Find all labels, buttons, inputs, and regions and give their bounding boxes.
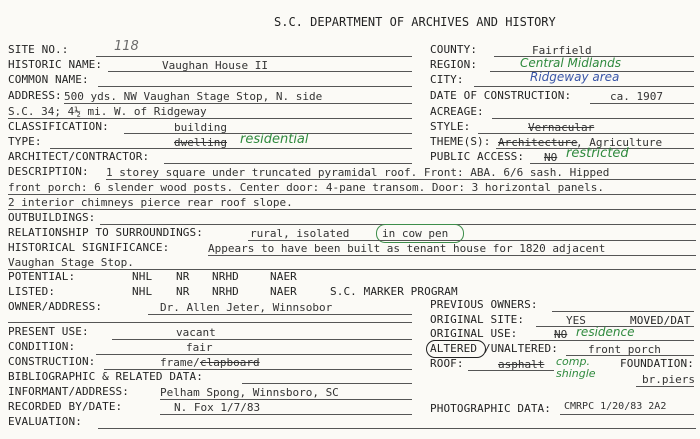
description-line1-rule <box>106 179 696 180</box>
owner-line <box>148 314 412 315</box>
informant-label: INFORMANT/ADDRESS: <box>8 385 130 398</box>
owner-second-line <box>8 322 412 323</box>
recorded-value: N. Fox 1/7/83 <box>174 401 261 414</box>
historic-name-value: Vaughan House II <box>162 59 268 72</box>
outbuildings-label: OUTBUILDINGS: <box>8 211 96 224</box>
roof-struck-value: asphalt <box>498 358 545 371</box>
date-construction-line <box>590 103 694 104</box>
site-no-line <box>96 56 412 57</box>
themes-label: THEME(S): <box>430 135 491 148</box>
significance-line1-rule <box>208 255 696 256</box>
region-value: Central Midlands <box>520 56 621 70</box>
relationship-label: RELATIONSHIP TO SURROUNDINGS: <box>8 226 203 239</box>
foundation-line <box>636 386 694 387</box>
listed-label: LISTED: <box>8 285 56 298</box>
type-label: TYPE: <box>8 135 42 148</box>
description-line3: 2 interior chimneys pierce rear roof slope. <box>8 196 293 209</box>
common-name-label: COMMON NAME: <box>8 73 89 86</box>
potential-option-naer: NAER <box>270 270 297 283</box>
description-line2-rule <box>8 194 696 195</box>
significance-line1: Appears to have been built as tenant house for 1820 adjacent <box>208 242 606 255</box>
county-label: COUNTY: <box>430 43 478 56</box>
card-header: S.C. DEPARTMENT OF ARCHIVES AND HISTORY <box>274 15 556 29</box>
previous-owners-label: PREVIOUS OWNERS: <box>430 298 538 311</box>
altered-value: front porch <box>588 343 661 356</box>
acreage-label: ACREAGE: <box>430 105 484 118</box>
roof-handwritten-1: comp. <box>556 355 590 368</box>
recorded-line <box>160 414 412 415</box>
city-line <box>474 86 694 87</box>
date-construction-label: DATE OF CONSTRUCTION: <box>430 89 572 102</box>
condition-line <box>96 354 412 355</box>
architect-line <box>164 163 412 164</box>
evaluation-label: EVALUATION: <box>8 415 82 428</box>
evaluation-line <box>98 428 696 429</box>
photographic-value: CMRPC 1/20/83 2A2 <box>564 401 667 412</box>
informant-line <box>160 399 412 400</box>
present-use-value: vacant <box>176 326 216 339</box>
owner-value: Dr. Allen Jeter, Winnsobor <box>160 301 333 314</box>
significance-label: HISTORICAL SIGNIFICANCE: <box>8 241 170 254</box>
foundation-value: br.piers <box>642 373 695 386</box>
listed-option-nrhd: NRHD <box>212 285 239 298</box>
condition-label: CONDITION: <box>8 340 76 353</box>
significance-line2: Vaughan Stage Stop. <box>8 256 134 269</box>
photographic-line <box>560 414 694 415</box>
present-use-line <box>112 339 412 340</box>
description-line3-rule <box>8 209 696 210</box>
altered-circled-label: ALTERED <box>430 342 478 355</box>
significance-line2-rule <box>8 269 696 270</box>
marker-program-label: S.C. MARKER PROGRAM <box>330 285 458 298</box>
bibliographic-label: BIBLIOGRAPHIC & RELATED DATA: <box>8 370 203 383</box>
listed-option-naer: NAER <box>270 285 297 298</box>
potential-option-nhl: NHL <box>132 270 153 283</box>
description-line2: front porch: 6 slender wood posts. Center door: 4-pane transom. Door: 3 horizontal panels. <box>8 181 605 194</box>
city-label: CITY: <box>430 73 464 86</box>
type-struck-value: dwelling <box>174 136 227 149</box>
style-label: STYLE: <box>430 120 471 133</box>
roof-handwritten-2: shingle <box>556 367 596 380</box>
relationship-circled-value: in cow pen <box>382 227 449 240</box>
county-value: Fairfield <box>532 44 592 57</box>
site-no-value: 118 <box>114 39 139 54</box>
listed-option-nhl: NHL <box>132 285 153 298</box>
description-line1: 1 storey square under truncated pyramidal roof. Front: ABA. 6/6 sash. Hipped <box>106 166 610 179</box>
address-line1-rule <box>64 103 412 104</box>
construction-value: frame/ <box>160 356 200 369</box>
acreage-line <box>492 118 694 119</box>
address-line1: 500 yds. NW Vaughan Stage Stop, N. side <box>64 90 323 103</box>
themes-value: , Agriculture <box>576 136 663 149</box>
public-access-line <box>530 163 694 164</box>
roof-line <box>468 370 554 371</box>
photographic-label: PHOTOGRAPHIC DATA: <box>430 402 552 415</box>
address-label: ADDRESS: <box>8 89 62 102</box>
potential-option-nr: NR <box>176 270 190 283</box>
public-access-struck-value: NO <box>544 151 558 164</box>
classification-label: CLASSIFICATION: <box>8 120 109 133</box>
informant-value: Pelham Spong, Winnsboro, SC <box>160 386 339 399</box>
type-handwritten-value: residential <box>240 132 309 147</box>
original-use-line <box>530 340 694 341</box>
relationship-value: rural, isolated <box>250 227 350 240</box>
original-use-label: ORIGINAL USE: <box>430 327 518 340</box>
present-use-label: PRESENT USE: <box>8 325 89 338</box>
construction-struck-value: clapboard <box>200 356 260 369</box>
style-line <box>478 133 694 134</box>
previous-owners-line <box>552 311 694 312</box>
condition-value: fair <box>186 341 213 354</box>
city-value: Ridgeway area <box>530 70 620 84</box>
bibliographic-line <box>242 383 412 384</box>
unaltered-label: /UNALTERED: <box>484 342 558 355</box>
themes-struck-value: Architecture <box>498 136 578 149</box>
historic-name-label: HISTORIC NAME: <box>8 58 103 71</box>
relationship-line <box>248 240 696 241</box>
original-use-struck-value: NO <box>554 328 568 341</box>
site-no-label: SITE NO.: <box>8 43 69 56</box>
description-label: DESCRIPTION: <box>8 165 89 178</box>
owner-label: OWNER/ADDRESS: <box>8 300 103 313</box>
original-site-label: ORIGINAL SITE: <box>430 313 525 326</box>
moved-date-label: MOVED/DAT <box>630 314 691 327</box>
classification-value: building <box>174 121 227 134</box>
potential-label: POTENTIAL: <box>8 270 76 283</box>
foundation-label: FOUNDATION: <box>620 357 694 370</box>
public-access-label: PUBLIC ACCESS: <box>430 150 525 163</box>
common-name-line <box>98 86 412 87</box>
roof-label: ROOF: <box>430 357 464 370</box>
date-construction-value: ca. 1907 <box>610 90 663 103</box>
architect-label: ARCHITECT/CONTRACTOR: <box>8 150 150 163</box>
style-struck-value: Vernacular <box>528 121 595 134</box>
potential-option-nrhd: NRHD <box>212 270 239 283</box>
original-site-value: YES <box>566 314 586 327</box>
address-line2: S.C. 34; 4½ mi. W. of Ridgeway <box>8 105 207 118</box>
original-use-handwritten-value: residence <box>576 325 635 339</box>
listed-option-nr: NR <box>176 285 190 298</box>
region-label: REGION: <box>430 58 478 71</box>
recorded-label: RECORDED BY/DATE: <box>8 400 123 413</box>
type-line <box>50 148 412 149</box>
construction-label: CONSTRUCTION: <box>8 355 96 368</box>
address-line2-rule <box>8 118 412 119</box>
public-access-handwritten-value: restricted <box>566 146 629 161</box>
